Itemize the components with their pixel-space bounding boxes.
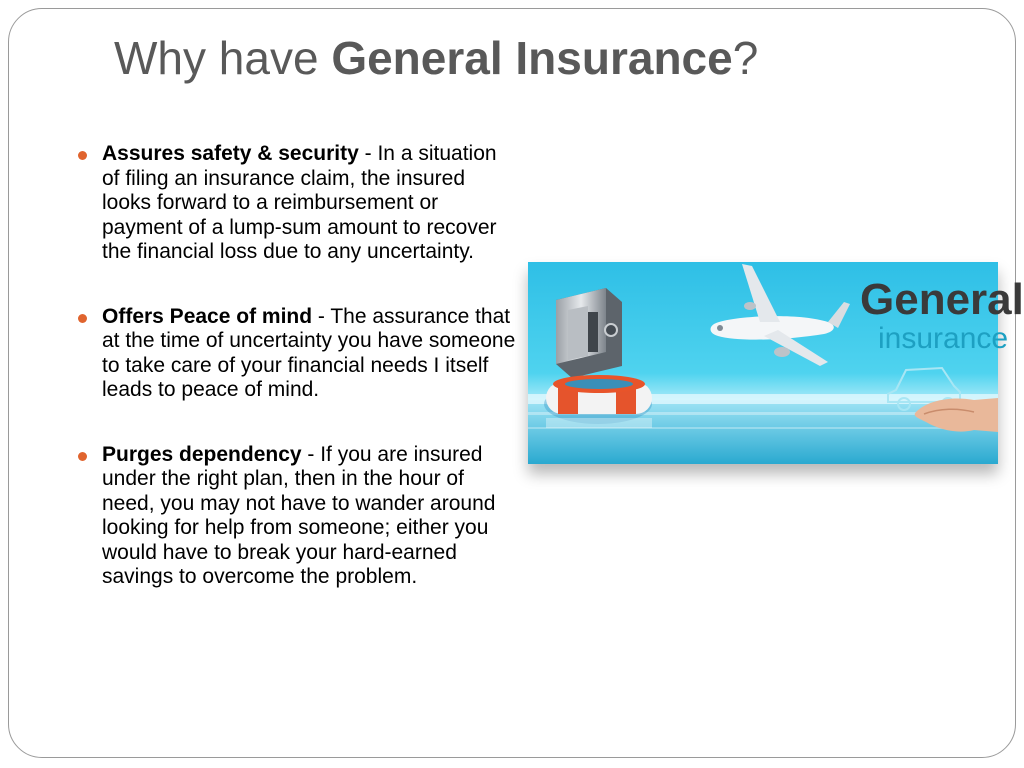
general-insurance-image	[528, 262, 1024, 464]
bullet-text: - The assurance that at the time of uncertainty you have someone to take care of your financial needs I itself leads to peace of mind.	[102, 304, 516, 401]
bullet-item-dependency	[78, 443, 518, 590]
bullet-list	[78, 142, 518, 630]
title-suffix: ?	[732, 32, 759, 84]
bullet-text: - In a situation of filing an insurance claim, the insured looks forward to a reimbursement or payment of a lump-sum amount to recover the financial loss due to any uncertainty.	[102, 142, 497, 263]
bullet-heading: Assures safety & security	[102, 142, 359, 165]
title-emphasis: General Insurance	[331, 32, 733, 84]
logo-main-text: General	[860, 275, 1024, 324]
bullet-text: - If you are insured under the right plan, then in the hour of need, you may not have to wander around looking for help from someone; either you would have to break your hard-earned savings to overcome the problem.	[102, 442, 496, 588]
bullet-item-safety	[78, 142, 518, 265]
bullet-heading: Purges dependency	[102, 442, 302, 466]
bullet-dot-icon	[78, 452, 87, 461]
bullet-heading: Offers Peace of mind	[102, 304, 313, 328]
life-ring-icon	[544, 375, 652, 428]
logo-sub-text: insurance	[878, 322, 1009, 355]
bullet-item-peace-of-mind	[78, 305, 518, 403]
safe-icon	[556, 288, 622, 378]
bullet-dot-icon	[78, 314, 87, 323]
slide-title	[114, 28, 758, 88]
bullet-dot-icon	[78, 151, 87, 160]
title-prefix: Why have	[114, 32, 332, 84]
